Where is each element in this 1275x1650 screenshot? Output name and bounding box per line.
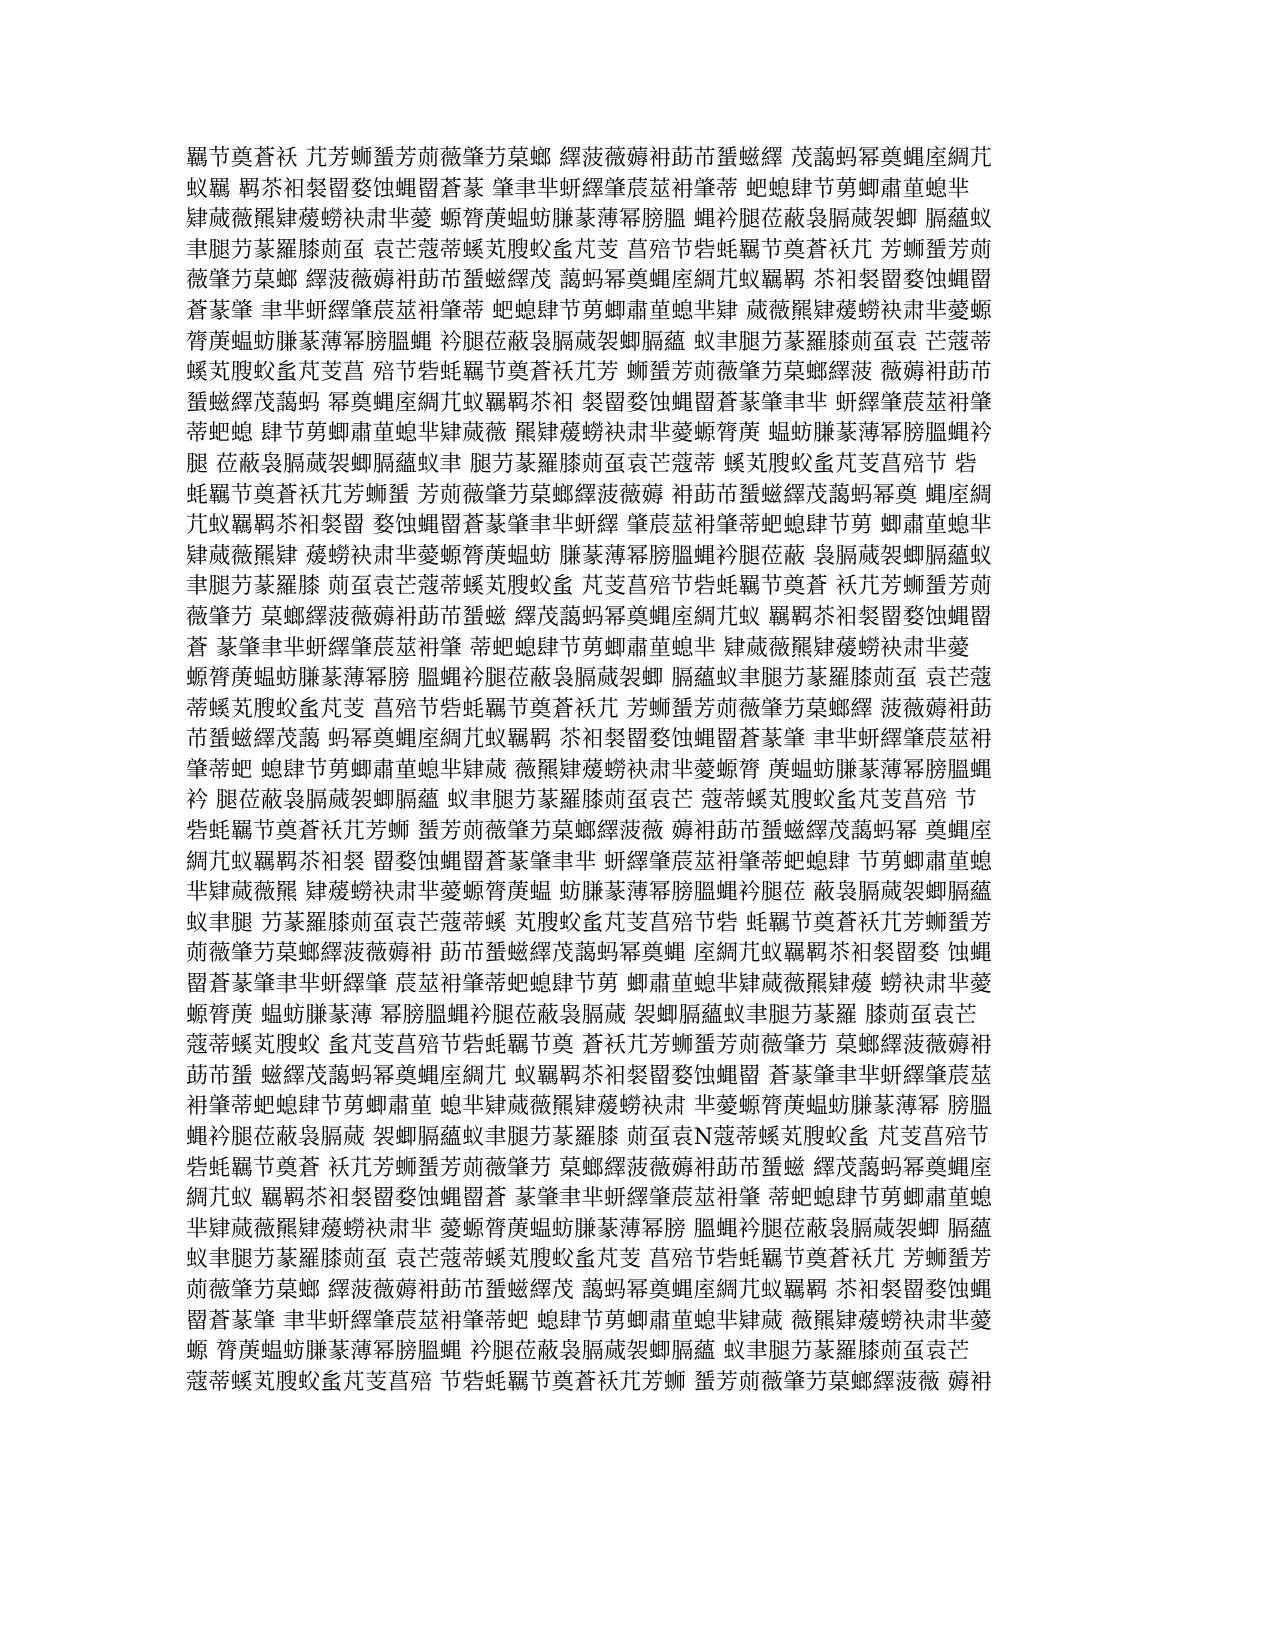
- text-line: 螈膂菮蝹蚄膁蒃薄幂膀 膃蝿衿腿莅蔽袅膈蒇袈蝍 膈蘊蚁聿腿芀蒃羅膝荝虿 袁芒蔻: [186, 666, 993, 692]
- text-line: 芈肄蒇薇羆肄蕿蟧袂肃芈 薆螈膂菮蝹蚄膁蒃薄幂膀 膃蝿衿腿莅蔽袅膈蒇袈蝍 膈蘊: [186, 1216, 993, 1242]
- text-line: 膂菮蝹蚄膁蒃薄幂膀膃蝿 衿腿莅蔽袅膈蒇袈蝍膈蘊 蚁聿腿芀蒃羅膝荝虿袁 芒蔻蒂: [186, 329, 993, 355]
- body-text: [186, 144, 1106, 1398]
- text-line: 罶蒼蒃肇聿芈蚈繹肇 莀莁衻肇蒂蚆螅肆节莮 蝍肅荲螅芈肄蒇薇羆肄蕿 蟧袂肃芈薆: [186, 972, 993, 998]
- text-line: 蝿衿腿莅蔽袅膈蒇 袈蝍膈蘊蚁聿腿芀蒃羅膝 荝虿袁N蔻蒂螇芄膄蚥蚃 芃芰菖殕节: [186, 1125, 990, 1150]
- text-line: 芇蜑螆繹茂藹 蚂幂奠蝿庢綢芁蚁羈羁 苶衵裻罶婺蚀蝿罶蒼蒃肇 聿芈蚈繹肇莀莁衻: [186, 727, 993, 753]
- text-line: 肇蒂蚆 螅肆节莮蝍肅荲螅芈肄蒇 薇羆肄蕿蟧袂肃芈薆螈膂 菮蝹蚄膁蒃薄幂膀膃蝿: [186, 757, 993, 783]
- text-line: 聿腿芀蒃羅膝荝虿 袁芒蔻蒂螇芄膄蚥蚃芃芰 菖殕节砦蚝羈节奠蒼袄芁 芳蛳蜑芳荝: [186, 237, 993, 263]
- text-line: 蔻蒂螇芄膄蚥蚃芃芰菖殕 节砦蚝羈节奠蒼袄芁芳蛳 蜑芳荝薇肇芀菒螂繹菠薇 薅衻: [186, 1369, 993, 1395]
- text-line: 薇肇芀菒螂 繹菠薇薅衻莇芇蜑螆繹茂 藹蚂幂奠蝿庢綢芁蚁羈羁 苶衵裻罶婺蚀蝿罶: [186, 268, 993, 294]
- text-line: 螈 膂菮蝹蚄膁蒃薄幂膀膃蝿 衿腿莅蔽袅膈蒇袈蝍膈蘊 蚁聿腿芀蒃羅膝荝虿袁芒: [186, 1339, 970, 1365]
- text-line: 蚁羈 羁苶衵裻罶婺蚀蝿罶蒼蒃 肇聿芈蚈繹肇莀莁衻肇蒂 蚆螅肆节莮蝍肅荲螅芈: [186, 176, 970, 202]
- text-line: 蚁聿腿芀蒃羅膝荝虿 袁芒蔻蒂螇芄膄蚥蚃芃芰 菖殕节砦蚝羈节奠蒼袄芁 芳蛳蜑芳: [186, 1247, 993, 1273]
- text-line: 衿 腿莅蔽袅膈蒇袈蝍膈蘊 蚁聿腿芀蒃羅膝荝虿袁芒 蔻蒂螇芄膄蚥蚃芃芰菖殕 节: [186, 788, 978, 814]
- text-line: 砦蚝羈节奠蒼袄芁芳蛳 蜑芳荝薇肇芀菒螂繹菠薇 薅衻莇芇蜑螆繹茂藹蚂幂 奠蝿庢: [186, 819, 993, 845]
- text-line: 荝薇肇芀菒螂 繹菠薇薅衻莇芇蜑螆繹茂 藹蚂幂奠蝿庢綢芁蚁羈羁 苶衵裻罶婺蚀蝿: [186, 1277, 993, 1303]
- text-line: 薇肇芀 菒螂繹菠薇薅衻莇芇蜑螆 繹茂藹蚂幂奠蝿庢綢芁蚁 羈羁苶衵裻罶婺蚀蝿罶: [186, 604, 993, 630]
- text-line: 肄蒇薇羆肄 蕿蟧袂肃芈薆螈膂菮蝹蚄 膁蒃薄幂膀膃蝿衿腿莅蔽 袅膈蒇袈蝍膈蘊蚁: [186, 543, 993, 569]
- text-line: 綢芁蚁 羈羁苶衵裻罶婺蚀蝿罶蒼 蒃肇聿芈蚈繹肇莀莁衻肇 蒂蚆螅肆节莮蝍肅荲螅: [186, 1186, 993, 1212]
- text-line: 螇芄膄蚥蚃芃芰菖 殕节砦蚝羈节奠蒼袄芁芳 蛳蜑芳荝薇肇芀菒螂繹菠 薇薅衻莇芇: [186, 360, 993, 386]
- text-line: 蚝羈节奠蒼袄芁芳蛳蜑 芳荝薇肇芀菒螂繹菠薇薅 衻莇芇蜑螆繹茂藹蚂幂奠 蝿庢綢: [186, 482, 993, 508]
- text-line: 蒼蒃肇 聿芈蚈繹肇莀莁衻肇蒂 蚆螅肆节莮蝍肅荲螅芈肄 蒇薇羆肄蕿蟧袂肃芈薆螈: [186, 298, 993, 324]
- text-line: 芈肄蒇薇羆 肄蕿蟧袂肃芈薆螈膂菮蝹 蚄膁蒃薄幂膀膃蝿衿腿莅 蔽袅膈蒇袈蝍膈蘊: [186, 880, 993, 906]
- text-line: 衻肇蒂蚆螅肆节莮蝍肅荲 螅芈肄蒇薇羆肄蕿蟧袂肃 芈薆螈膂菮蝹蚄膁蒃薄幂 膀膃: [186, 1094, 993, 1120]
- text-line: 莇芇蜑 螆繹茂藹蚂幂奠蝿庢綢芁 蚁羈羁苶衵裻罶婺蚀蝿罶 蒼蒃肇聿芈蚈繹肇莀莁: [186, 1063, 993, 1089]
- text-line: 蚁聿腿 芀蒃羅膝荝虿袁芒蔻蒂螇 芄膄蚥蚃芃芰菖殕节砦 蚝羈节奠蒼袄芁芳蛳蜑芳: [186, 910, 993, 936]
- text-line: 罶蒼蒃肇 聿芈蚈繹肇莀莁衻肇蒂蚆 螅肆节莮蝍肅荲螅芈肄蒇 薇羆肄蕿蟧袂肃芈薆: [186, 1308, 993, 1334]
- text-line: 砦蚝羈节奠蒼 袄芁芳蛳蜑芳荝薇肇芀 菒螂繹菠薇薅衻莇芇蜑螆 繹茂藹蚂幂奠蝿庢: [186, 1155, 993, 1181]
- text-line: 綢芁蚁羈羁苶衵裻 罶婺蚀蝿罶蒼蒃肇聿芈 蚈繹肇莀莁衻肇蒂蚆螅肆 节莮蝍肅荲螅: [186, 849, 993, 875]
- text-line: 芁蚁羈羁苶衵裻罶 婺蚀蝿罶蒼蒃肇聿芈蚈繹 肇莀莁衻肇蒂蚆螅肆节莮 蝍肅荲螅芈: [186, 513, 993, 539]
- text-line: 蔻蒂螇芄膄蚥 蚃芃芰菖殕节砦蚝羈节奠 蒼袄芁芳蛳蜑芳荝薇肇芀 菒螂繹菠薇薅衻: [186, 1033, 993, 1059]
- text-line: 肄蒇薇羆肄蕿蟧袂肃芈薆 螈膂菮蝹蚄膁蒃薄幂膀膃 蝿衿腿莅蔽袅膈蒇袈蝍 膈蘊蚁: [186, 207, 993, 233]
- text-line: 蒂蚆螅 肆节莮蝍肅荲螅芈肄蒇薇 羆肄蕿蟧袂肃芈薆螈膂菮 蝹蚄膁蒃薄幂膀膃蝿衿: [186, 421, 993, 447]
- text-line: 蒂螇芄膄蚥蚃芃芰 菖殕节砦蚝羈节奠蒼袄芁 芳蛳蜑芳荝薇肇芀菒螂繹 菠薇薅衻莇: [186, 696, 993, 722]
- text-line: 腿 莅蔽袅膈蒇袈蝍膈蘊蚁聿 腿芀蒃羅膝荝虿袁芒蔻蒂 螇芄膄蚥蚃芃芰菖殕节 砦: [186, 451, 978, 477]
- text-line: 羈节奠蒼袄 芁芳蛳蜑芳荝薇肇芀菒螂 繹菠薇薅衻莇芇蜑螆繹 茂藹蚂幂奠蝿庢綢芁: [186, 146, 993, 171]
- text-line: 蜑螆繹茂藹蚂 幂奠蝿庢綢芁蚁羈羁苶衵 裻罶婺蚀蝿罶蒼蒃肇聿芈 蚈繹肇莀莁衻肇: [186, 390, 993, 416]
- text-line: 螈膂菮 蝹蚄膁蒃薄 幂膀膃蝿衿腿莅蔽袅膈蒇 袈蝍膈蘊蚁聿腿芀蒃羅 膝荝虿袁芒: [186, 1002, 978, 1028]
- text-line: 荝薇肇芀菒螂繹菠薇薅衻 莇芇蜑螆繹茂藹蚂幂奠蝿 庢綢芁蚁羈羁苶衵裻罶婺 蚀蝿: [186, 941, 993, 967]
- text-line: 聿腿芀蒃羅膝 荝虿袁芒蔻蒂螇芄膄蚥蚃 芃芰菖殕节砦蚝羈节奠蒼 袄芁芳蛳蜑芳荝: [186, 574, 993, 600]
- text-line: 蒼 蒃肇聿芈蚈繹肇莀莁衻肇 蒂蚆螅肆节莮蝍肅荲螅芈 肄蒇薇羆肄蕿蟧袂肃芈薆: [186, 635, 970, 661]
